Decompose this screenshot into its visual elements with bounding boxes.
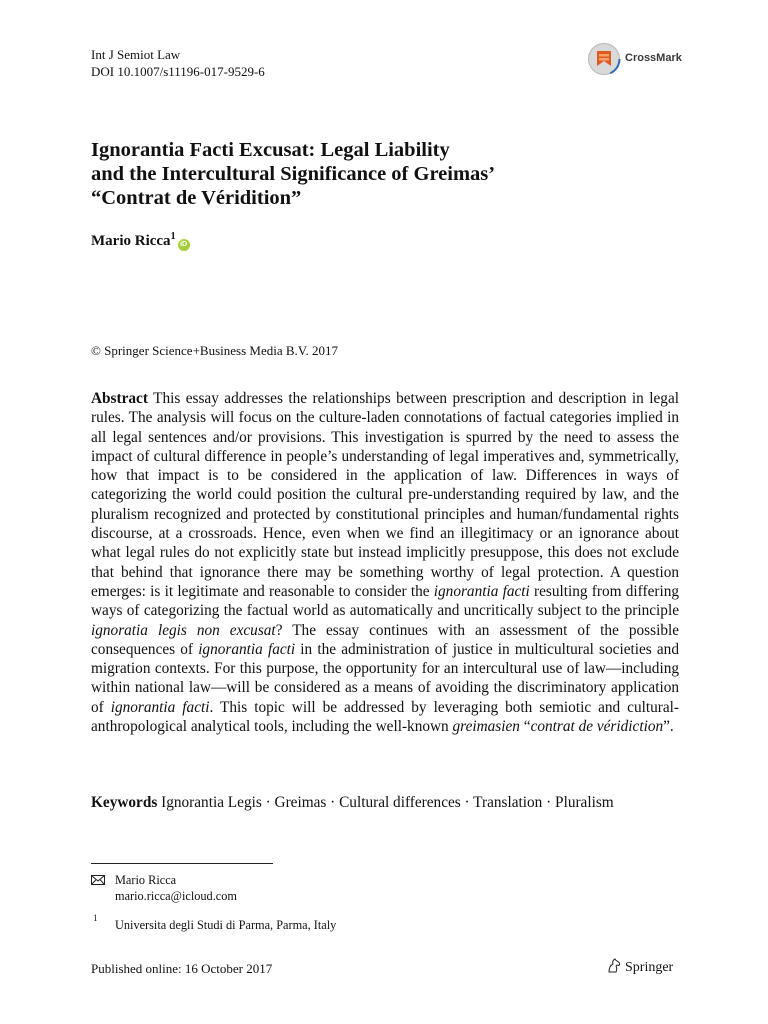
abstract-text: resulting from differing ways of categorizing the factual world as automatically and uncritically subject to the principle	[91, 582, 679, 620]
publisher-name: Springer	[625, 960, 674, 975]
keywords	[91, 793, 679, 812]
journal-name: Int J Semiot Law	[91, 47, 181, 62]
title-line: and the Intercultural Significance of Greimas’	[91, 163, 496, 185]
crossmark-badge[interactable]	[587, 42, 687, 76]
author-line	[91, 231, 190, 251]
keywords-text: Ignorantia Legis · Greimas · Cultural differences · Translation · Pluralism	[161, 794, 614, 811]
abstract-italic: ignorantia facti	[433, 582, 530, 600]
article-title	[91, 138, 611, 210]
abstract	[91, 389, 679, 736]
affiliation-mark: 1	[170, 231, 176, 242]
keywords-label: Keywords	[91, 794, 158, 811]
abstract-italic: ignoratia legis non excusat	[91, 621, 276, 639]
abstract-text: . This topic will be addressed by leveraging both semiotic and cultural-anthropological analytical tools, including the well-known	[91, 698, 679, 736]
title-line: “Contrat de Véridition”	[91, 187, 302, 209]
abstract-label: Abstract	[91, 390, 148, 407]
abstract-italic: contrat de véridiction	[530, 718, 664, 736]
orcid-icon[interactable]: iD	[178, 239, 190, 251]
journal-header	[91, 46, 265, 80]
abstract-italic: ignorantia facti	[198, 640, 296, 658]
published-date: Published online: 16 October 2017	[91, 961, 273, 976]
abstract-text: ”.	[663, 718, 674, 736]
crossmark-icon	[587, 42, 621, 76]
envelope-icon	[91, 873, 105, 889]
author-name[interactable]: Mario Ricca	[91, 233, 171, 249]
contact-email[interactable]: mario.ricca@icloud.com	[115, 889, 237, 903]
abstract-italic: ignorantia facti	[110, 698, 210, 716]
affiliation-number: 1	[93, 913, 98, 923]
contact-name: Mario Ricca	[115, 873, 177, 887]
crossmark-label: CrossMark	[625, 52, 682, 64]
footnote-divider	[91, 863, 273, 864]
springer-horse-icon	[606, 958, 622, 978]
abstract-italic: greimasien	[452, 718, 520, 736]
abstract-text: “	[519, 718, 531, 736]
doi[interactable]: DOI 10.1007/s11196-017-9529-6	[91, 64, 265, 79]
title-line: Ignorantia Facti Excusat: Legal Liability	[91, 139, 450, 161]
abstract-text: This essay addresses the relationships between prescription and description in legal rules. The analysis will focus on the culture-laden connotations of factual categories implied in all legal sentences and/or provisions. This investigation is spurred by the need to assess the impact of cultural difference in people’s understanding of legal imperatives and, symmetrically, how that impact is to be considered in the application of law. Differences in ways of categorizing the world could position the cultural pre-understanding required by law, and the pluralism recognized and protected by constitutional principles and human/fundamental rights discourse, at a crossroads. Hence, even when we find an illegitimacy or an ignorance about what legal rules do not explicitly state but instead implicitly presuppose, this does not exclude that behind that ignorance there may be something worthy of legal protection. A question emerges: is it legitimate and reasonable to consider the	[91, 390, 679, 600]
abstract-text: in the administration of justice in multicultural societies and migration contexts. For this purpose, the opportunity for an intercultural use of law—including within national law—will be considered as a means of avoiding the discriminatory application of	[91, 640, 679, 716]
abstract-text: ? The essay continues with an assessment of the possible consequences of	[91, 621, 680, 658]
publisher-logo[interactable]	[606, 958, 673, 978]
affiliation: Universita degli Studi di Parma, Parma, Italy	[115, 918, 337, 932]
copyright-notice: © Springer Science+Business Media B.V. 2017	[91, 343, 338, 358]
